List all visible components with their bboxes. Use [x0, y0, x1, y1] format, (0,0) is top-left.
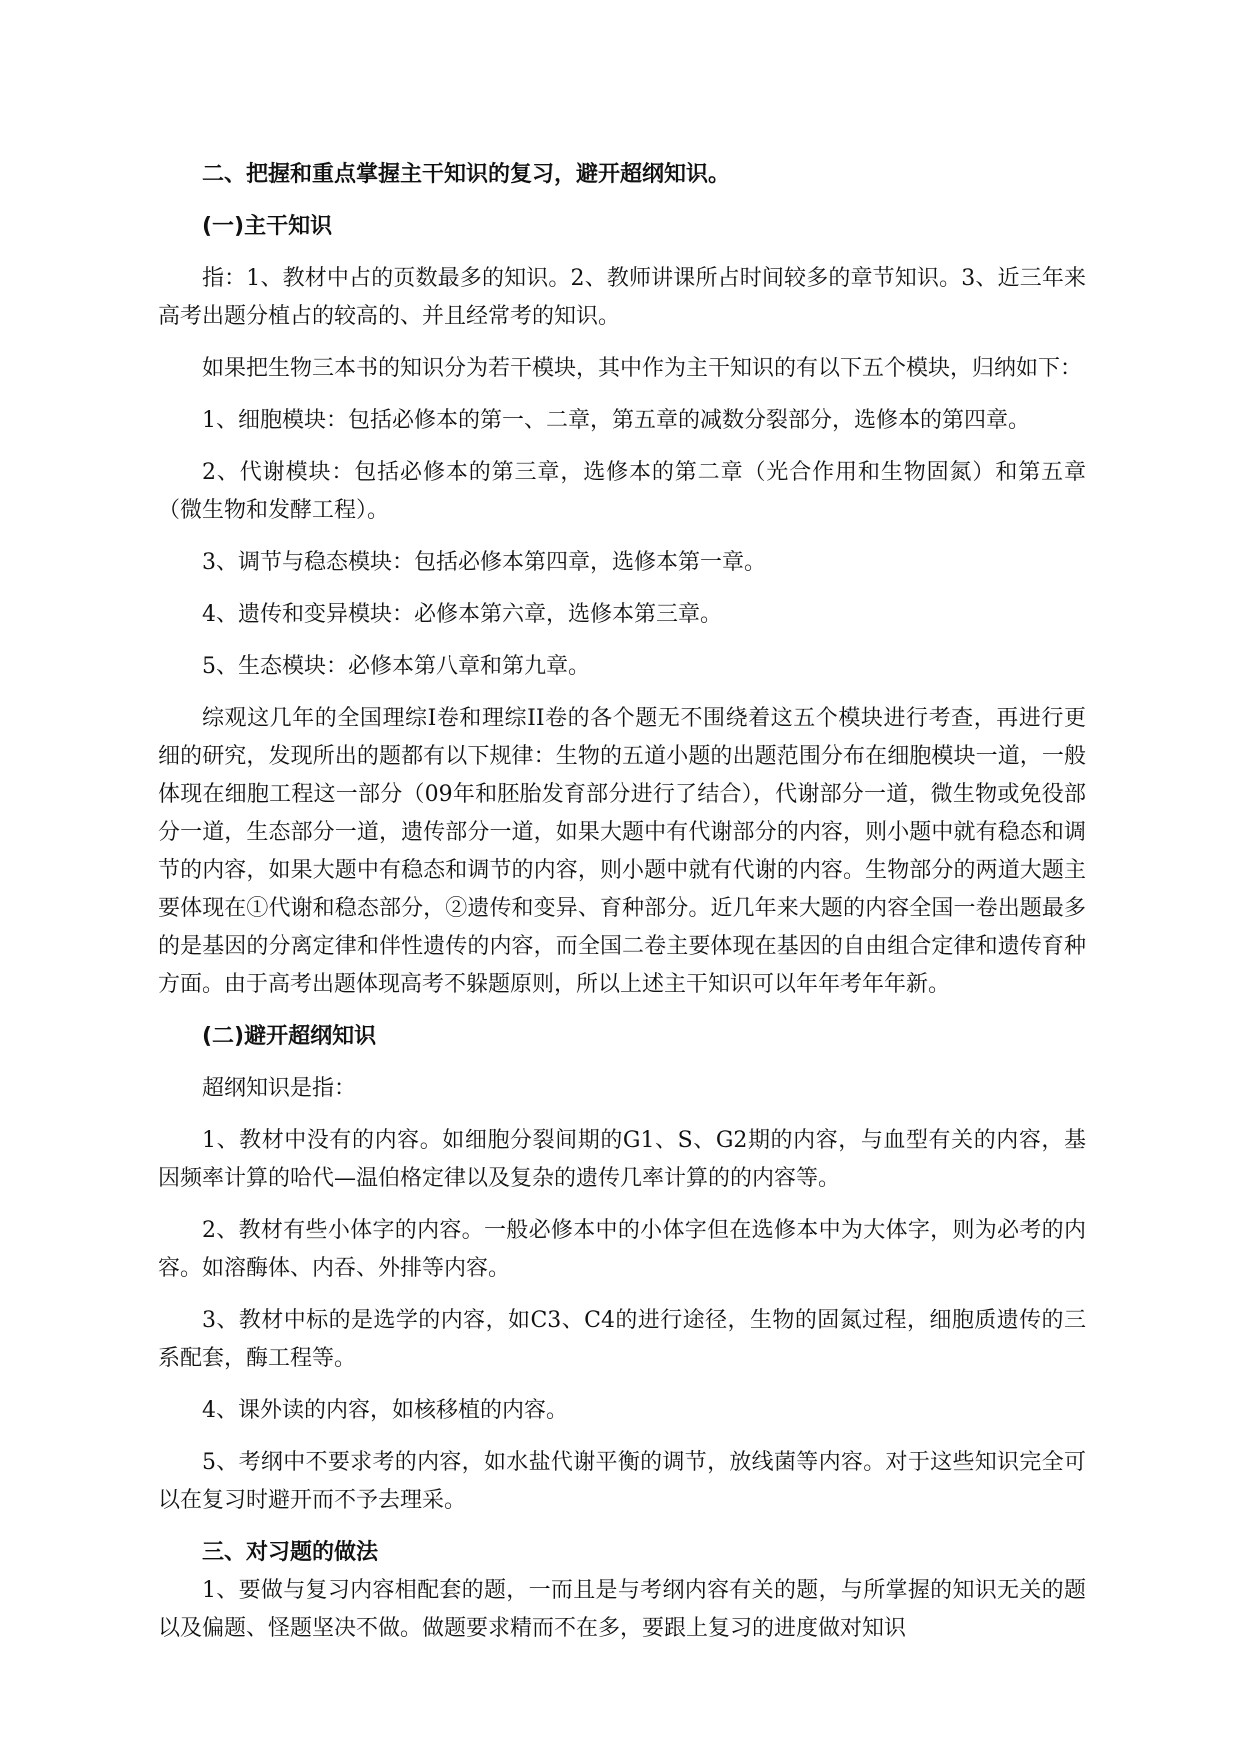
avoid-item-3: 3、教材中标的是选学的内容，如C3、C4的进行途径，生物的固氮过程，细胞质遗传的三系配套，酶工程等。: [158, 1308, 1086, 1371]
main-knowledge-summary: 综观这几年的全国理综I卷和理综II卷的各个题无不围绕着这五个模块进行考查，再进行更细的研究，发现所出的题都有以下规律：生物的五道小题的出题范围分布在细胞模块一道，一般体现在细胞工程这一部分（09年和胚胎发育部分进行了结合），代谢部分一道，微生物或免役部分一道，生态部分一道，遗传部分一道，如果大题中有代谢部分的内容，则小题中就有稳态和调节的内容，如果大题中有稳态和调节的内容，则小题中就有代谢的内容。生物部分的两道大题主要体现在①代谢和稳态部分，②遗传和变异、育种部分。近几年来大题的内容全国一卷出题最多的是基因的分离定律和伴性遗传的内容，而全国二卷主要体现在基因的自由组合定律和遗传育种方面。由于高考出题体现高考不躲题原则，所以上述主干知识可以年年考年年新。: [158, 706, 1086, 997]
document-body: [158, 156, 1086, 1648]
subsection-avoid-title: (二)避开超纲知识: [202, 1024, 377, 1049]
main-knowledge-definition: 指：1、教材中占的页数最多的知识。2、教师讲课所占时间较多的章节知识。3、近三年来高考出题分植占的较高的、并且经常考的知识。: [158, 266, 1086, 329]
subsection-main-knowledge-title: (一)主干知识: [202, 214, 333, 239]
section-2-title: 二、把握和重点掌握主干知识的复习，避开超纲知识。: [202, 162, 731, 187]
avoid-intro: 超纲知识是指：: [202, 1076, 357, 1101]
avoid-item-5: 5、考纲中不要求考的内容，如水盐代谢平衡的调节，放线菌等内容。对于这些知识完全可以在复习时避开而不予去理采。: [158, 1450, 1086, 1513]
module-item-cell: 1、细胞模块：包括必修本的第一、二章，第五章的减数分裂部分，选修本的第四章。: [202, 408, 1030, 433]
avoid-item-2: 2、教材有些小体字的内容。一般必修本中的小体字但在选修本中为大体字，则为必考的内容。如溶酶体、内吞、外排等内容。: [158, 1218, 1086, 1281]
avoid-item-4: 4、课外读的内容，如核移植的内容。: [202, 1398, 568, 1423]
module-item-metabolism: 2、代谢模块：包括必修本的第三章，选修本的第二章（光合作用和生物固氮）和第五章（微生物和发酵工程）。: [158, 460, 1086, 523]
module-item-genetics: 4、遗传和变异模块：必修本第六章，选修本第三章。: [202, 602, 722, 627]
section-3-title: 三、对习题的做法: [202, 1540, 379, 1565]
module-item-regulation: 3、调节与稳态模块：包括必修本第四章，选修本第一章。: [202, 550, 766, 575]
main-knowledge-intro: 如果把生物三本书的知识分为若干模块，其中作为主干知识的有以下五个模块，归纳如下：: [202, 356, 1083, 381]
avoid-item-1: 1、教材中没有的内容。如细胞分裂间期的G1、S、G2期的内容，与血型有关的内容，基因频率计算的哈代—温伯格定律以及复杂的遗传几率计算的的内容等。: [158, 1128, 1086, 1191]
module-item-ecology: 5、生态模块：必修本第八章和第九章。: [202, 654, 590, 679]
exercise-item-1: 1、要做与复习内容相配套的题，一而且是与考纲内容有关的题，与所掌握的知识无关的题以及偏题、怪题坚决不做。做题要求精而不在多，要跟上复习的进度做对知识: [158, 1578, 1086, 1641]
